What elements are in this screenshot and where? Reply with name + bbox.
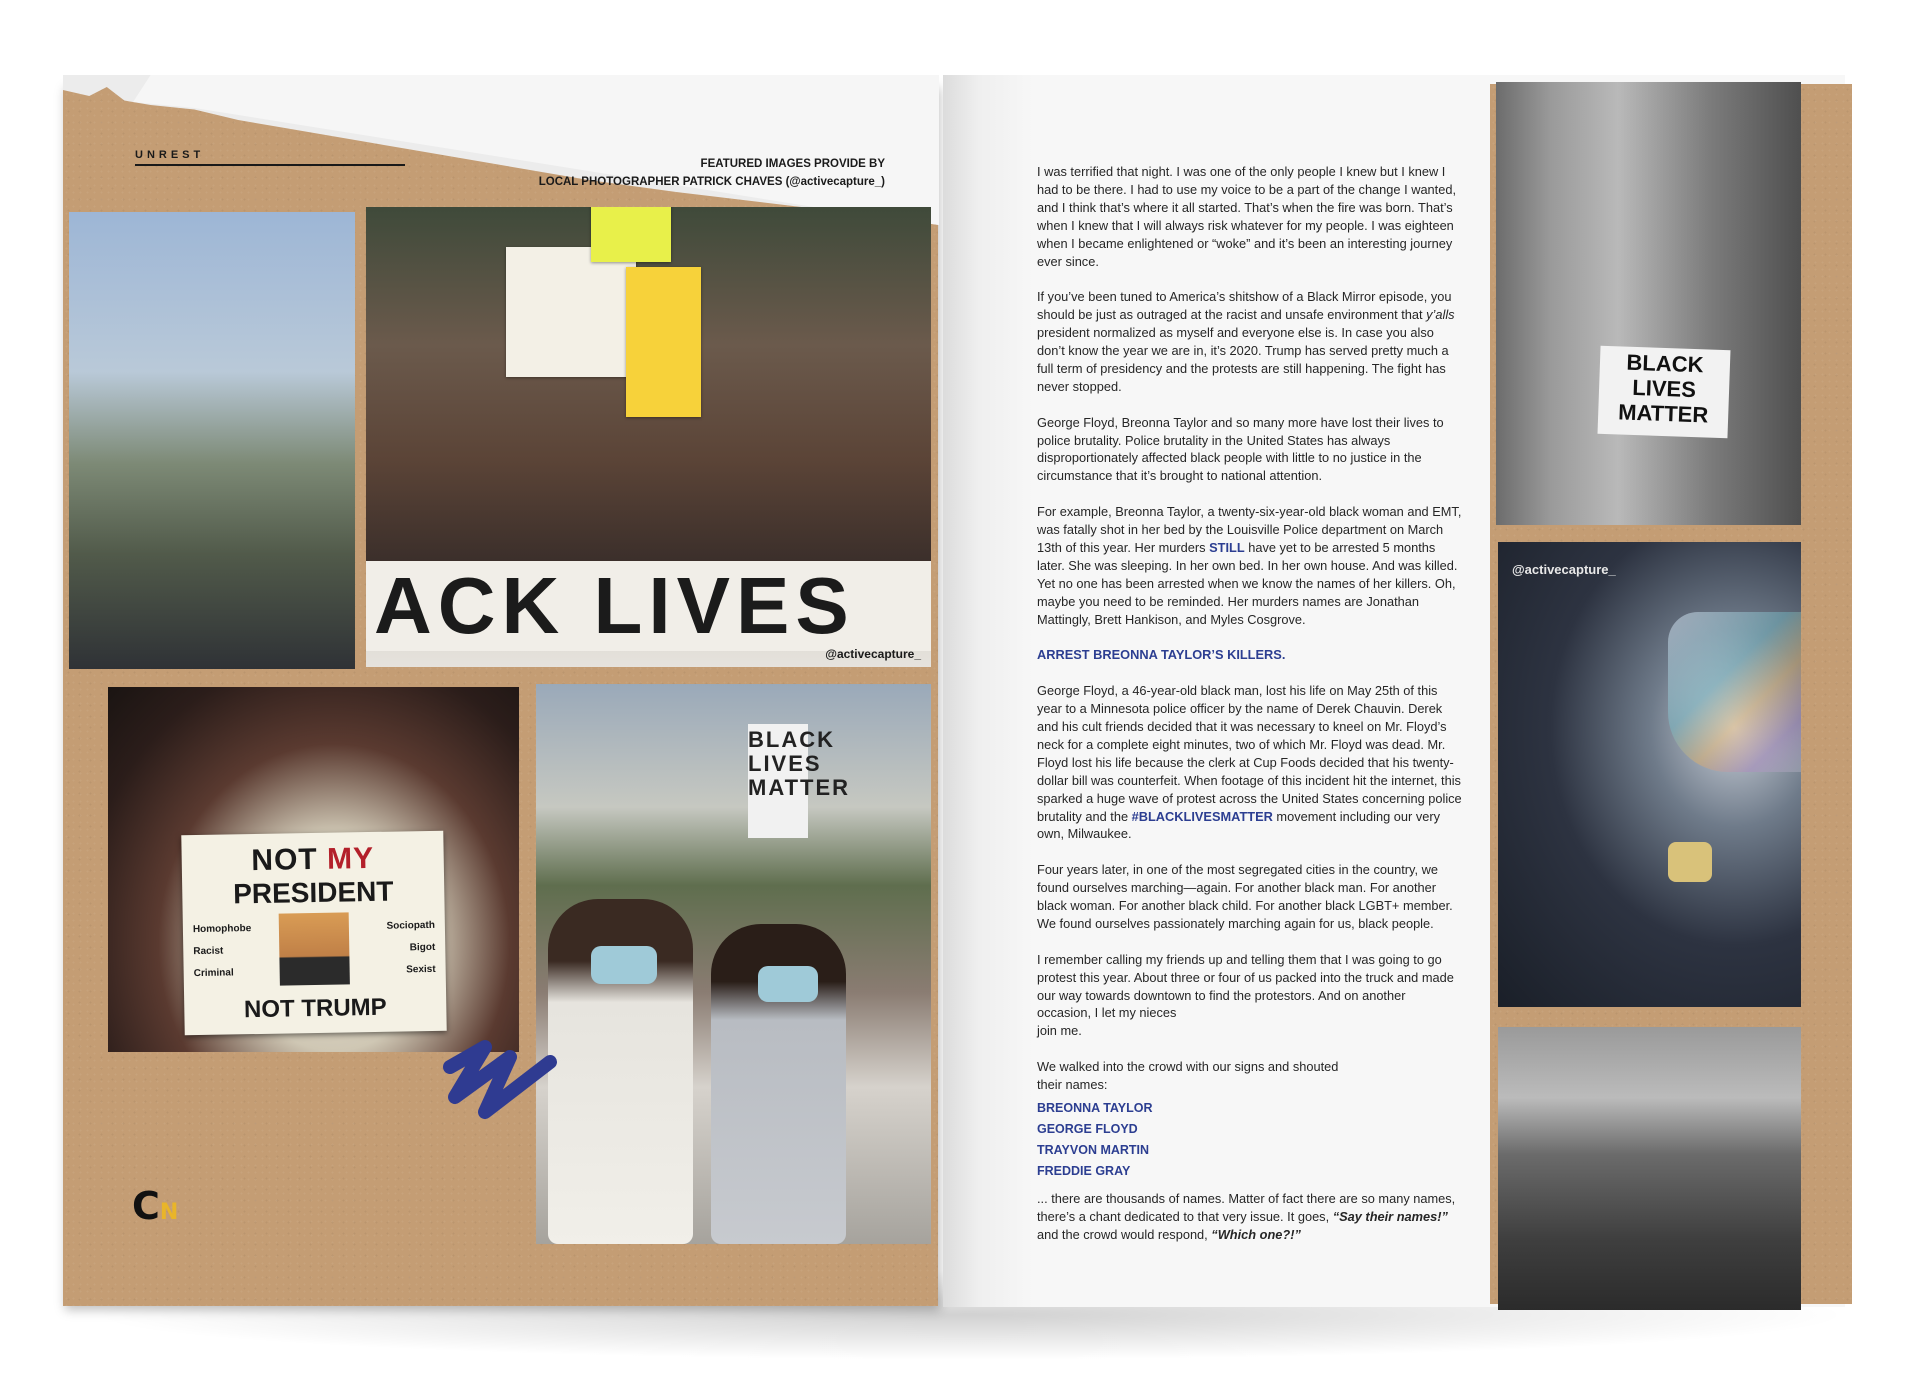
photo-children-masks xyxy=(536,684,931,1244)
photo-not-my-president xyxy=(108,687,519,1052)
face-mask xyxy=(591,946,657,984)
photo-watermark: @activecapture_ xyxy=(825,647,921,661)
callout: ARREST BREONNA TAYLOR’S KILLERS. xyxy=(1037,647,1286,663)
article-paragraph: For example, Breonna Taylor, a twenty-six-year-old black woman and EMT, was fatally shot in her bed by the Louisville Police department on March 13th of this year. Her murders STILL have yet to be arrested 5 months later. She was sleeping. In her own bed. In her own house. And was killed. Yet no one has been arrested when we know the names of her killers. Oh, maybe you need to be reminded. Her murders names are Jonathan Mattingly, Brett Hankison, and Myles Cosgrove. xyxy=(1037,504,1462,627)
photo-bw-blm-protester xyxy=(1496,82,1801,525)
squiggle-decoration xyxy=(440,1022,560,1122)
article-paragraph: I was terrified that night. I was one of the only people I knew but I knew I had to be there. I had to use my voice to be a part of the change I wanted, and I think that’s where it all started. That’s when the fire was born. That’s when I knew that I will always risk whatever for my people. I was eighteen when I became enlightened or “woke” and it’s been an interesting journey ever since. xyxy=(1037,164,1457,269)
photo-watermark: @activecapture_ xyxy=(1512,562,1616,577)
article-paragraph: If you’ve been tuned to America’s shitshow of a Black Mirror episode, you should be just as outraged at the racist and unsafe environment that y’alls president normalized as myself and everyone else is. In case you also don’t know the year we are in, it’s 2020. Trump has served pretty much a full term of presidency and the protests are still happening. The fight has never stopped. xyxy=(1037,289,1455,394)
protest-sign xyxy=(506,247,636,377)
credit-line-1: FEATURED IMAGES PROVIDE BY xyxy=(700,158,885,170)
photo-street-march xyxy=(69,212,355,669)
brand-logo: CN xyxy=(132,1184,179,1228)
blm-sign: BLACK LIVES MATTER xyxy=(748,724,808,838)
banner: ACK LIVES xyxy=(366,561,931,651)
names-list xyxy=(1037,1098,1462,1182)
section-label: UNREST xyxy=(135,149,205,161)
article-paragraph: George Floyd, a 46-year-old black man, lost his life on May 25th of this year to a Minnesota police officer by the name of Derek Chauvin. Derek and his cult friends decided that it was necessary to kneel on Mr. Floyd’s neck for a complete eight minutes, two of which Mr. Floyd was dead. Mr. Floyd lost his life because the clerk at Cup Foods decided that his twenty-dollar bill was counterfeit. When footage of this incident hit the internet, this sparked a huge wave of protest across the United States concerning police brutality and the #BLACKLIVESMATTER movement including our very own, Milwaukee. xyxy=(1037,683,1462,842)
blm-sign: BLACK LIVES MATTER xyxy=(1598,346,1731,438)
photo-credit xyxy=(539,155,885,191)
section-underline xyxy=(135,164,405,166)
name-item: GEORGE FLOYD xyxy=(1037,1122,1138,1136)
credit-line-2: LOCAL PHOTOGRAPHER PATRICK CHAVES (@activecapture_) xyxy=(538,176,885,188)
not-my-president-sign: NOT MY PRESIDENT Homophobe Racist Criminal Sociopath Bigot Sexist NOT TRUMP xyxy=(181,831,446,1036)
riot-visor xyxy=(1668,612,1801,772)
protest-sign-yellow xyxy=(626,267,701,417)
article-paragraph: Four years later, in one of the most segregated cities in the country, we found ourselves marching—again. For another black man. For another black woman. For another black child. For another black LGBT+ member. We found ourselves passionately marching again for us, black people. xyxy=(1037,862,1453,931)
photo-protest-crowd xyxy=(366,207,931,667)
article-body xyxy=(1037,163,1462,1262)
photo-police-line xyxy=(1498,542,1801,1007)
name-item: BREONNA TAYLOR xyxy=(1037,1101,1153,1115)
name-item: TRAYVON MARTIN xyxy=(1037,1143,1150,1157)
face-mask xyxy=(758,966,818,1002)
article-paragraph: George Floyd, Breonna Taylor and so many more have lost their lives to police brutality. Police brutality in the United States has always disproportionately affected black people with little to no justice in the circumstance that it’s brought to national attention. xyxy=(1037,414,1444,484)
article-paragraph: ... there are thousands of names. Matter of fact there are so many names, there’s a chant dedicated to that very issue. It goes, “Say their names!” and the crowd would respond, “Which one?!” xyxy=(1037,1191,1456,1242)
police-badge xyxy=(1668,842,1712,882)
article-paragraph: I remember calling my friends up and telling them that I was going to go protest this year. About three or four of us packed into the truck and made our way towards downtown to find the protestors. And on another occasion, I let my nieces join me. xyxy=(1037,951,1454,1039)
name-item: FREDDIE GRAY xyxy=(1037,1164,1131,1178)
protest-sign-lime xyxy=(591,207,671,262)
photo-bw-crowd xyxy=(1498,1027,1801,1310)
article-paragraph: We walked into the crowd with our signs and shouted their names: xyxy=(1037,1059,1339,1093)
mugshot-image xyxy=(279,912,350,985)
